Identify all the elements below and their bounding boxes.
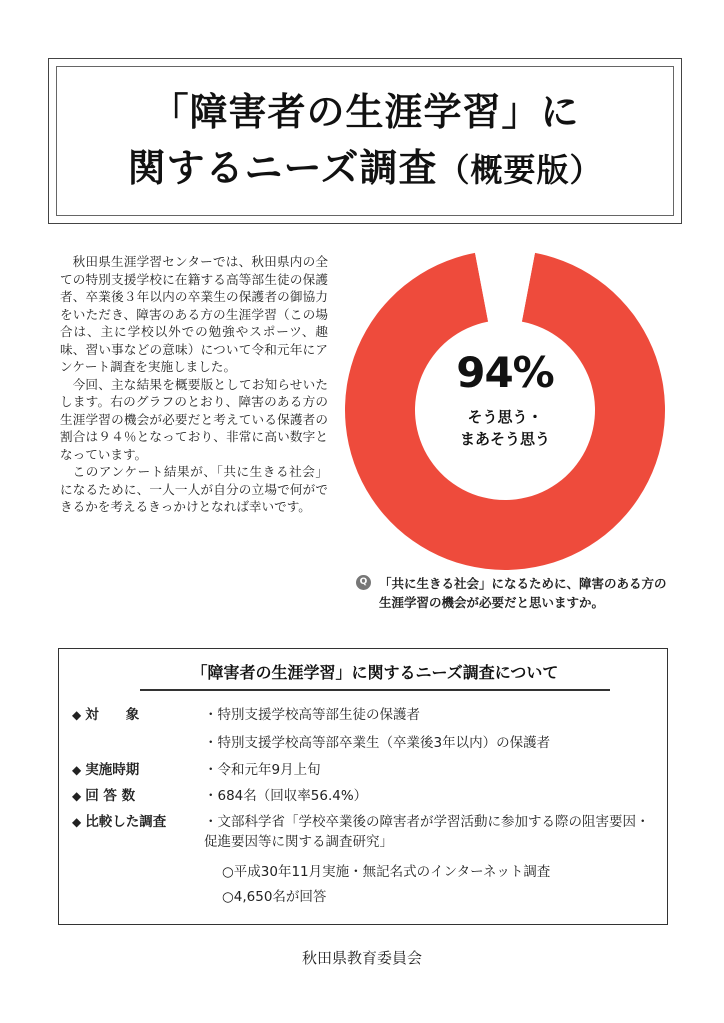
row-target-value-1: ・特別支援学校高等部生徒の保護者 — [204, 707, 420, 723]
intro-paragraph-1: 秋田県生涯学習センターでは、秋田県内の全ての特別支援学校に在籍する高等部生徒の保護者、卒業後３年以内の卒業生の保護者の御協力をいただき、障害のある方の生涯学習（この場合は、主に学校以外での勉強やスポーツ、趣味、習い事などの意味）について令和元年にアンケート調査を実施しました。 — [60, 254, 328, 374]
chart-center-value: 94% — [456, 348, 554, 397]
page-title — [56, 84, 674, 198]
survey-title: 「障害者の生涯学習」に関するニーズ調査について — [140, 660, 610, 691]
chart-center-label-line-1: そう思う・ — [467, 408, 543, 426]
diamond-icon: ◆ — [72, 763, 82, 777]
intro-paragraph-2: 今回、主な結果を概要版としてお知らせいたします。右のグラフのとおり、障害のある方の生涯学習の機会が必要だと考えている保護者の割合は９４％となっており、非常に高い数字となっています。 — [60, 376, 328, 462]
row-target-label-text: 対 象 — [85, 707, 140, 723]
row-target-value-2: ・特別支援学校高等部卒業生（卒業後3年以内）の保護者 — [204, 735, 551, 751]
row-compared-label — [72, 812, 202, 832]
question-text: 「共に生きる社会」になるために、障害のある方の生涯学習の機会が必要だと思いますか。 — [379, 576, 667, 610]
row-date-label-text: 実施時期 — [85, 762, 140, 778]
row-target-label — [72, 705, 202, 725]
question-badge: Q — [356, 575, 371, 590]
row-compared-label-text: 比較した調査 — [85, 814, 167, 830]
title-line-2-sub: （概要版） — [437, 151, 603, 189]
diamond-icon: ◆ — [72, 789, 82, 803]
row-responses-label — [72, 786, 202, 806]
compared-note-2: ○4,650名が回答 — [222, 889, 327, 905]
title-line-2 — [56, 140, 674, 198]
intro-text — [60, 253, 328, 516]
chart-center-label — [420, 406, 590, 450]
compared-note-1: ○平成30年11月実施・無記名式のインターネット調査 — [222, 864, 551, 880]
footer-publisher: 秋田県教育委員会 — [301, 949, 422, 967]
row-responses-label-text: 回 答 数 — [85, 788, 136, 804]
chart-center-label-line-2: まあそう思う — [459, 430, 550, 448]
row-responses-value: ・684名（回収率56.4%） — [204, 788, 368, 804]
row-date-value: ・令和元年9月上旬 — [204, 762, 321, 778]
title-line-2-main: 関するニーズ調査 — [127, 146, 438, 190]
title-line-1: 「障害者の生涯学習」に — [150, 90, 580, 134]
row-date-label — [72, 760, 202, 780]
diamond-icon: ◆ — [72, 708, 82, 722]
intro-paragraph-3: このアンケート結果が、「共に生きる社会」になるために、一人一人が自分の立場で何ができるかを考えるきっかけとなれば幸いです。 — [60, 464, 328, 514]
row-compared-value: ・文部科学省「学校卒業後の障害者が学習活動に参加する際の阻害要因・促進要因等に関する調査研究」 — [204, 814, 650, 850]
diamond-icon: ◆ — [72, 815, 82, 829]
